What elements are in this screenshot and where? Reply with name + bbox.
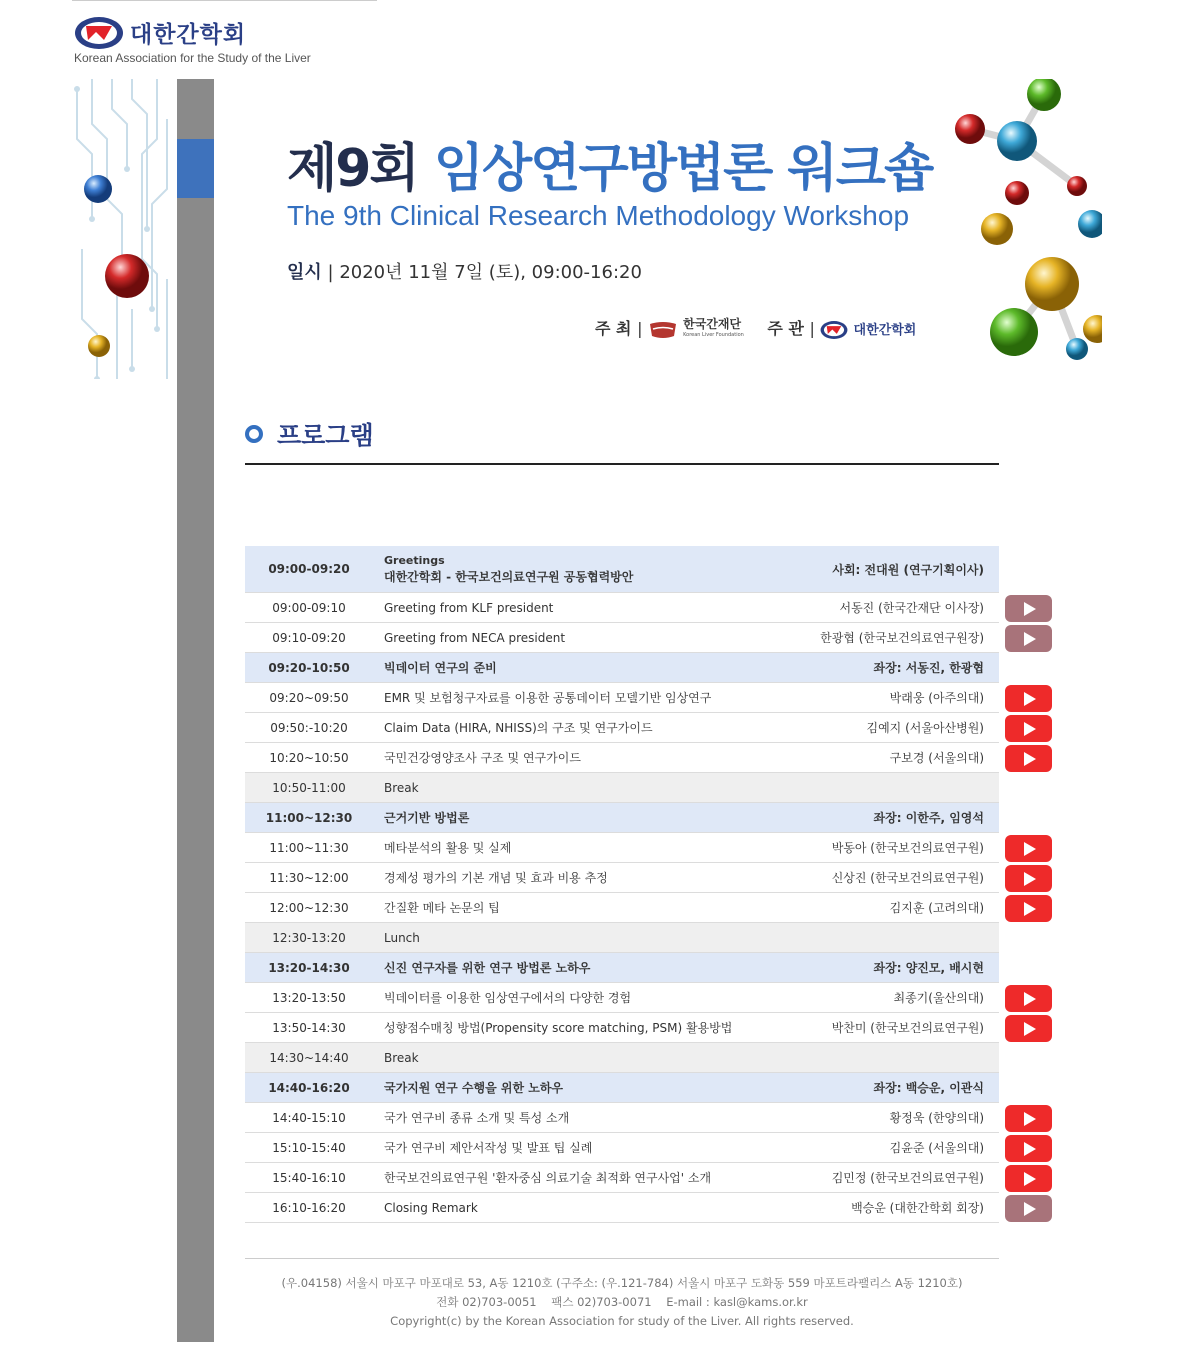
speaker-cell: 좌장: 양진모, 배시현	[791, 953, 999, 983]
time-cell: 13:20-14:30	[245, 953, 373, 983]
time-cell: 11:00~11:30	[245, 833, 373, 863]
topic-line: Greetings	[384, 554, 445, 567]
topic-cell: Greeting from NECA president	[373, 623, 791, 653]
speaker-cell: 최종기(울산의대)	[791, 983, 999, 1013]
time-cell: 14:40-15:10	[245, 1103, 373, 1133]
youtube-play-button[interactable]	[1005, 1135, 1052, 1162]
time-cell: 09:00-09:10	[245, 593, 373, 623]
org-name-en: Korean Association for the Study of the Liver	[74, 51, 311, 65]
side-bar	[177, 79, 214, 1342]
table-row	[245, 1103, 999, 1133]
topic-cell: 경제성 평가의 기본 개념 및 효과 비용 추정	[373, 863, 791, 893]
speaker-cell: 구보경 (서울의대)	[791, 743, 999, 773]
table-row	[245, 983, 999, 1013]
speaker-cell: 김지훈 (고려의대)	[791, 893, 999, 923]
org-name-ko: 대한간학회	[130, 22, 247, 48]
speaker-cell: 한광협 (한국보건의료연구원장)	[791, 623, 999, 653]
time-cell: 14:40-16:20	[245, 1073, 373, 1103]
topic-cell: Lunch	[373, 923, 791, 953]
table-row	[245, 1013, 999, 1043]
time-cell: 09:00-09:20	[245, 546, 373, 593]
footer-divider	[245, 1258, 999, 1259]
speaker-cell: 김민정 (한국보건의료연구원)	[791, 1163, 999, 1193]
footer-contact: 전화 02)703-0051 팩스 02)703-0071 E-mail : kasl@kams.or.kr	[436, 1295, 808, 1309]
youtube-play-button[interactable]	[1005, 1195, 1052, 1222]
speaker-cell	[791, 773, 999, 803]
table-row	[245, 713, 999, 743]
speaker-cell: 김윤준 (서울의대)	[791, 1133, 999, 1163]
kasl-logo-icon	[820, 320, 848, 340]
date-separator: |	[327, 262, 340, 283]
workshop-title-en: The 9th Clinical Research Methodology Workshop	[287, 200, 910, 231]
youtube-play-icon	[1024, 752, 1036, 766]
topic-cell: 메타분석의 활용 및 실제	[373, 833, 791, 863]
speaker-cell	[791, 1043, 999, 1073]
program-divider	[245, 463, 999, 465]
youtube-play-button[interactable]	[1005, 1165, 1052, 1192]
speaker-cell: 신상진 (한국보건의료연구원)	[791, 863, 999, 893]
speaker-cell: 박찬미 (한국보건의료연구원)	[791, 1013, 999, 1043]
sponsors	[595, 316, 916, 346]
youtube-play-icon	[1024, 1112, 1036, 1126]
youtube-play-icon	[1024, 632, 1036, 646]
footer-copyright: Copyright(c) by the Korean Association for study of the Liver. All rights reserved.	[390, 1314, 854, 1328]
speaker-cell: 좌장: 백승운, 이관식	[791, 1073, 999, 1103]
time-cell: 10:20~10:50	[245, 743, 373, 773]
youtube-play-icon	[1024, 1172, 1036, 1186]
time-cell: 09:50:-10:20	[245, 713, 373, 743]
speaker-cell: 황정욱 (한양의대)	[791, 1103, 999, 1133]
topic-cell: 근거기반 방법론	[373, 803, 791, 833]
program-table	[245, 546, 999, 1223]
youtube-play-button[interactable]	[1005, 715, 1052, 742]
break-row	[245, 773, 999, 803]
youtube-play-icon	[1024, 602, 1036, 616]
topic-cell	[373, 546, 791, 593]
topic-cell: 신진 연구자를 위한 연구 방법론 노하우	[373, 953, 791, 983]
organizer-name: 대한간학회	[853, 323, 917, 338]
session-row	[245, 953, 999, 983]
time-cell: 13:50-14:30	[245, 1013, 373, 1043]
youtube-play-button[interactable]	[1005, 595, 1052, 622]
topic-cell: Claim Data (HIRA, NHISS)의 구조 및 연구가이드	[373, 713, 791, 743]
youtube-play-button[interactable]	[1005, 835, 1052, 862]
topic-cell: 국가 연구비 제안서작성 및 발표 팁 실례	[373, 1133, 791, 1163]
top-divider	[72, 0, 377, 1]
time-cell: 09:20~09:50	[245, 683, 373, 713]
topic-cell: 성향점수매칭 방법(Propensity score matching, PSM) 활용방법	[373, 1013, 791, 1043]
youtube-play-button[interactable]	[1005, 895, 1052, 922]
speaker-cell: 박래웅 (아주의대)	[791, 683, 999, 713]
topic-cell: Break	[373, 773, 791, 803]
topic-cell: 빅데이터를 이용한 임상연구에서의 다양한 경험	[373, 983, 791, 1013]
table-row	[245, 743, 999, 773]
table-row	[245, 683, 999, 713]
table-row	[245, 893, 999, 923]
youtube-play-button[interactable]	[1005, 685, 1052, 712]
greeting-row	[245, 546, 999, 593]
youtube-play-button[interactable]	[1005, 745, 1052, 772]
kasl-logo-icon	[74, 16, 124, 50]
table-row	[245, 1193, 999, 1223]
host-separator: |	[637, 319, 648, 338]
youtube-play-icon	[1024, 992, 1036, 1006]
youtube-play-icon	[1024, 902, 1036, 916]
organizer-separator: |	[809, 319, 820, 338]
youtube-play-icon	[1024, 722, 1036, 736]
time-cell: 12:00~12:30	[245, 893, 373, 923]
title-ko-main: 임상연구방법론 워크숍	[433, 139, 933, 199]
program-heading	[245, 416, 374, 452]
topic-cell: 한국보건의료연구원 '환자중심 의료기술 최적화 연구사업' 소개	[373, 1163, 791, 1193]
youtube-play-button[interactable]	[1005, 985, 1052, 1012]
time-cell: 11:30~12:00	[245, 863, 373, 893]
speaker-cell: 김예지 (서울아산병원)	[791, 713, 999, 743]
topic-cell: Greeting from KLF president	[373, 593, 791, 623]
time-cell: 15:10-15:40	[245, 1133, 373, 1163]
speaker-cell: 사회: 전대원 (연구기획이사)	[791, 546, 999, 593]
topic-cell: Closing Remark	[373, 1193, 791, 1223]
table-row	[245, 623, 999, 653]
molecule-decoration	[955, 79, 1102, 360]
session-row	[245, 653, 999, 683]
speaker-cell: 좌장: 서동진, 한광협	[791, 653, 999, 683]
program-title: 프로그램	[277, 421, 374, 450]
speaker-cell: 백승운 (대한간학회 회장)	[791, 1193, 999, 1223]
side-bar-accent	[177, 139, 214, 198]
host-label: 주 최	[595, 319, 632, 338]
youtube-play-button[interactable]	[1005, 865, 1052, 892]
youtube-play-icon	[1024, 1142, 1036, 1156]
youtube-play-button[interactable]	[1005, 1105, 1052, 1132]
speaker-cell: 좌장: 이한주, 임영석	[791, 803, 999, 833]
heading-bullet-icon	[245, 425, 263, 443]
youtube-play-button[interactable]	[1005, 1015, 1052, 1042]
time-cell: 16:10-16:20	[245, 1193, 373, 1223]
time-cell: 11:00~12:30	[245, 803, 373, 833]
topic-cell: 빅데이터 연구의 준비	[373, 653, 791, 683]
host-name: 한국간재단	[683, 316, 742, 331]
host-name-en: Korean Liver Foundation	[683, 331, 744, 338]
time-cell: 12:30-13:20	[245, 923, 373, 953]
time-cell: 13:20-13:50	[245, 983, 373, 1013]
circuit-decoration	[77, 79, 167, 379]
youtube-play-icon	[1024, 1202, 1036, 1216]
table-row	[245, 1163, 999, 1193]
footer-address: (우.04158) 서울시 마포구 마포대로 53, A동 1210호 (구주소: (우.121-784) 서울시 마포구 도화동 559 마포트라팰리스 A동 1210호)	[281, 1276, 963, 1290]
time-cell: 09:20-10:50	[245, 653, 373, 683]
topic-cell: 간질환 메타 논문의 팁	[373, 893, 791, 923]
title-ko-ordinal: 제9회	[287, 139, 418, 199]
break-row	[245, 923, 999, 953]
time-cell: 14:30~14:40	[245, 1043, 373, 1073]
speaker-cell: 서동진 (한국간재단 이사장)	[791, 593, 999, 623]
date-label: 일시	[287, 262, 322, 283]
workshop-date	[287, 258, 642, 284]
time-cell: 10:50-11:00	[245, 773, 373, 803]
workshop-title-ko	[287, 126, 932, 201]
topic-cell: 국가 연구비 종류 소개 및 특성 소개	[373, 1103, 791, 1133]
time-cell: 09:10-09:20	[245, 623, 373, 653]
table-row	[245, 593, 999, 623]
organizer-label: 주 관	[767, 319, 804, 338]
session-row	[245, 803, 999, 833]
date-value: 2020년 11월 7일 (토), 09:00-16:20	[339, 262, 642, 283]
youtube-play-icon	[1024, 872, 1036, 886]
topic-cell: 국가지원 연구 수행을 위한 노하우	[373, 1073, 791, 1103]
footer	[245, 1274, 999, 1331]
topic-line: 대한간학회 - 한국보건의료연구원 공동협력방안	[384, 570, 634, 584]
break-row	[245, 1043, 999, 1073]
speaker-cell: 박동아 (한국보건의료연구원)	[791, 833, 999, 863]
topic-cell: 국민건강영양조사 구조 및 연구가이드	[373, 743, 791, 773]
speaker-cell	[791, 923, 999, 953]
youtube-play-button[interactable]	[1005, 625, 1052, 652]
topic-cell: EMR 및 보험청구자료를 이용한 공통데이터 모델기반 임상연구	[373, 683, 791, 713]
table-row	[245, 833, 999, 863]
youtube-play-icon	[1024, 692, 1036, 706]
topic-cell: Break	[373, 1043, 791, 1073]
time-cell: 15:40-16:10	[245, 1163, 373, 1193]
table-row	[245, 863, 999, 893]
table-row	[245, 1133, 999, 1163]
klf-logo-icon	[648, 320, 678, 340]
youtube-play-icon	[1024, 842, 1036, 856]
session-row	[245, 1073, 999, 1103]
youtube-play-icon	[1024, 1022, 1036, 1036]
